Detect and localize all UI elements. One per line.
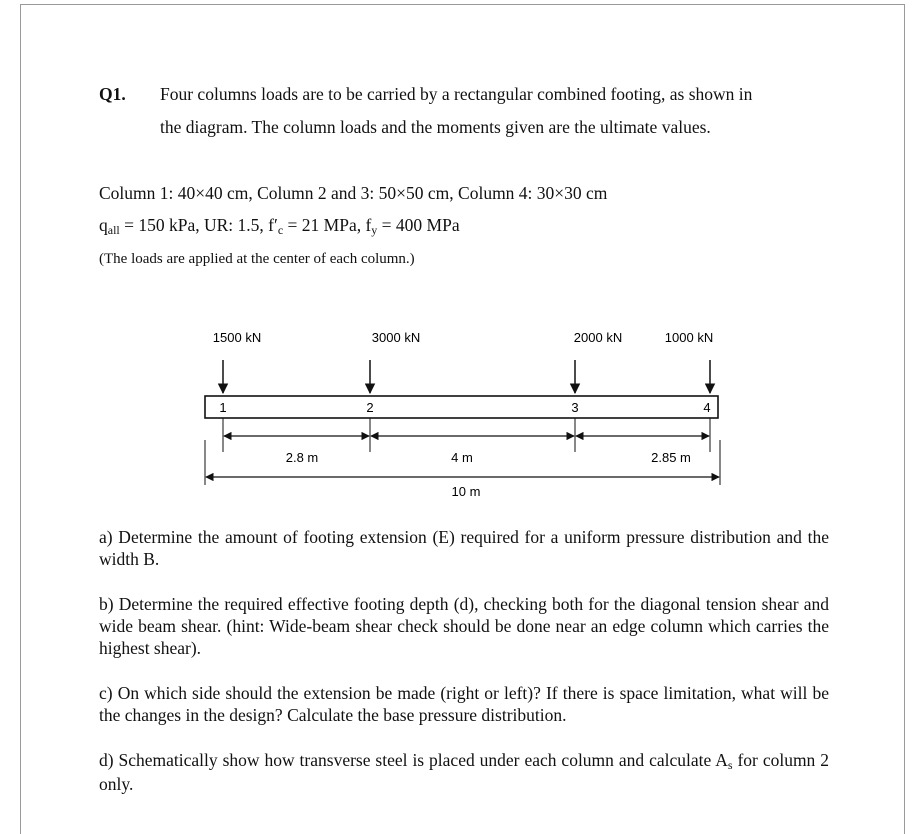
dimension-label-2-85m: 2.85 m xyxy=(651,450,691,465)
footing-rectangle xyxy=(205,396,718,418)
part-d-subscript: s xyxy=(727,758,733,772)
dimension-label-10m: 10 m xyxy=(451,484,481,499)
q-subscript: all xyxy=(107,223,120,237)
load-label-3: 2000 kN xyxy=(573,330,623,345)
fc-subscript: c xyxy=(277,223,284,237)
fy-subscript: y xyxy=(371,223,378,237)
column-label-3: 3 xyxy=(571,400,579,415)
fc-value: = 21 MPa, f xyxy=(283,215,372,235)
part-b: b) Determine the required effective footing depth (d), checking both for the diagonal tension shear and wide beam shear. (hint: Wide-beam shear check should be done near an edge column which carries the highest shear). xyxy=(99,594,829,658)
load-label-1: 1500 kN xyxy=(212,330,262,345)
dimension-label-4m: 4 m xyxy=(451,450,473,465)
dimension-label-2-8m: 2.8 m xyxy=(285,450,319,465)
load-label-2: 3000 kN xyxy=(371,330,421,345)
part-d xyxy=(99,749,829,795)
question-line-1: Four columns loads are to be carried by a rectangular combined footing, as shown in xyxy=(160,84,753,104)
q-value: = 150 kPa, UR: 1.5, f′ xyxy=(119,215,278,235)
column-sizes: Column 1: 40×40 cm, Column 2 and 3: 50×50 cm, Column 4: 30×30 cm xyxy=(99,183,608,203)
load-label-4: 1000 kN xyxy=(664,330,714,345)
question-line-2: the diagram. The column loads and the moments given are the ultimate values. xyxy=(160,117,711,137)
part-d-text: d) Schematically show how transverse steel is placed under each column and calculate A xyxy=(99,750,728,770)
part-c: c) On which side should the extension be made (right or left)? If there is space limitation, what will be the changes in the design? Calculate the base pressure distribution. xyxy=(99,683,829,725)
column-label-4: 4 xyxy=(703,400,711,415)
fy-value: = 400 MPa xyxy=(377,215,460,235)
column-label-1: 1 xyxy=(219,400,227,415)
q-symbol: q xyxy=(99,215,108,235)
question-number: Q1. xyxy=(99,84,126,104)
part-a: a) Determine the amount of footing extension (E) required for a uniform pressure distribution and the width B. xyxy=(99,527,829,569)
load-note: (The loads are applied at the center of each column.) xyxy=(99,251,415,267)
part-d-text-end: for column 2 only. xyxy=(99,750,829,794)
column-label-2: 2 xyxy=(366,400,374,415)
